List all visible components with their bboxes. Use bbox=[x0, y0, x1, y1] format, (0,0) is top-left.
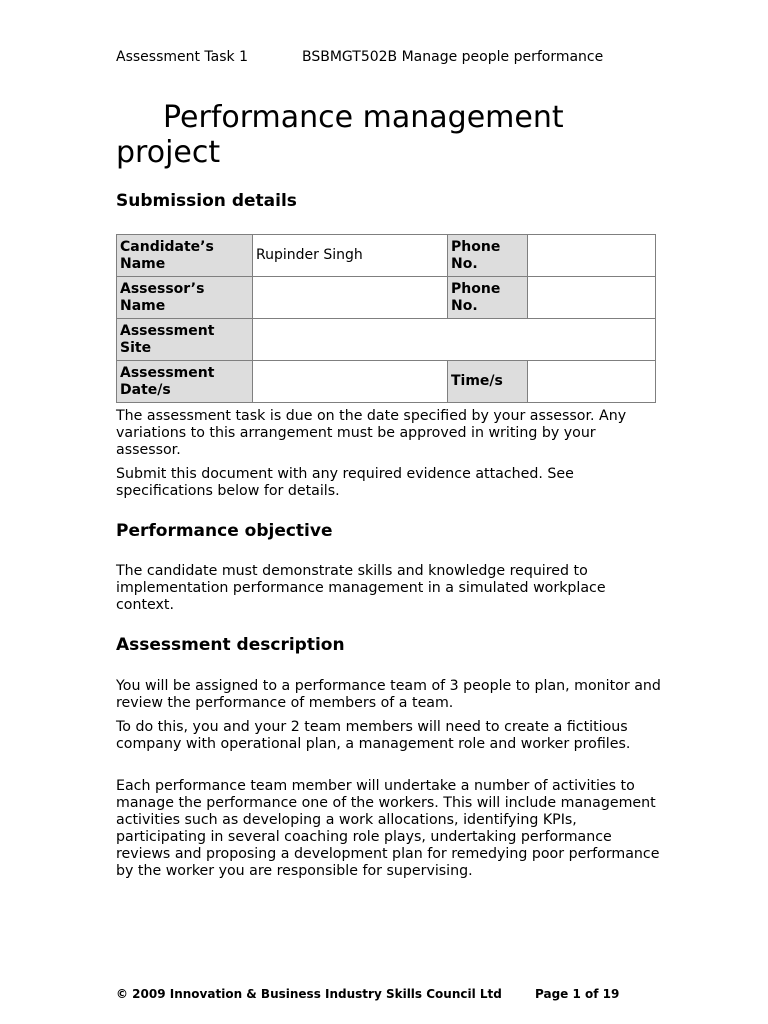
candidate-phone-label: Phone No. bbox=[448, 235, 528, 277]
objective-heading: Performance objective bbox=[116, 521, 333, 541]
assessor-name-label: Assessor’s Name bbox=[117, 277, 253, 319]
footer-page-number: Page 1 of 19 bbox=[535, 987, 620, 1001]
table-row bbox=[117, 361, 656, 403]
page-footer bbox=[116, 987, 656, 1001]
assessor-phone-label: Phone No. bbox=[448, 277, 528, 319]
description-paragraph-3: Each performance team member will undertake a number of activities to manage the performance one of the workers. This will include management activities such as developing a work allocations, identifying KPIs, participating in several coaching role plays, undertaking performance reviews and proposing a development plan for remedying poor performance by the worker you are responsible for supervising. bbox=[116, 778, 660, 879]
candidate-phone-value[interactable] bbox=[528, 235, 656, 277]
assessor-name-value[interactable] bbox=[253, 277, 448, 319]
assessment-site-label: Assessment Site bbox=[117, 319, 253, 361]
description-paragraph-1: You will be assigned to a performance team of 3 people to plan, monitor and review the performance of members of a team. bbox=[116, 678, 661, 711]
candidate-name-label: Candidate’s Name bbox=[117, 235, 253, 277]
running-header bbox=[116, 49, 656, 65]
due-date-paragraph: The assessment task is due on the date specified by your assessor. Any variations to this arrangement must be approved in writing by your assessor. bbox=[116, 408, 627, 458]
assessment-dates-value[interactable] bbox=[253, 361, 448, 403]
assessment-site-value[interactable] bbox=[253, 319, 656, 361]
page-title bbox=[116, 100, 656, 170]
candidate-name-value[interactable]: Rupinder Singh bbox=[253, 235, 448, 277]
assessment-time-value[interactable] bbox=[528, 361, 656, 403]
table-row bbox=[117, 277, 656, 319]
document-page bbox=[116, 0, 661, 1024]
table-row bbox=[117, 235, 656, 277]
assessment-time-label: Time/s bbox=[448, 361, 528, 403]
header-task: Assessment Task 1 bbox=[116, 49, 249, 65]
assessor-phone-value[interactable] bbox=[528, 277, 656, 319]
description-paragraph-2: To do this, you and your 2 team members will need to create a fictitious company with operational plan, a management role and worker profiles. bbox=[116, 719, 631, 752]
footer-copyright: © 2009 Innovation & Business Industry Skills Council Ltd bbox=[116, 987, 502, 1001]
objective-paragraph: The candidate must demonstrate skills and knowledge required to implementation performance management in a simulated workplace context. bbox=[116, 563, 606, 613]
assessment-dates-label: Assessment Date/s bbox=[117, 361, 253, 403]
submission-details-table bbox=[116, 234, 656, 403]
submission-heading: Submission details bbox=[116, 191, 297, 211]
table-row bbox=[117, 319, 656, 361]
header-unit: BSBMGT502B Manage people performance bbox=[302, 49, 604, 65]
page-title-text: Performance management project bbox=[116, 100, 564, 170]
description-heading: Assessment description bbox=[116, 635, 345, 655]
submit-paragraph: Submit this document with any required evidence attached. See specifications below for details. bbox=[116, 466, 574, 499]
